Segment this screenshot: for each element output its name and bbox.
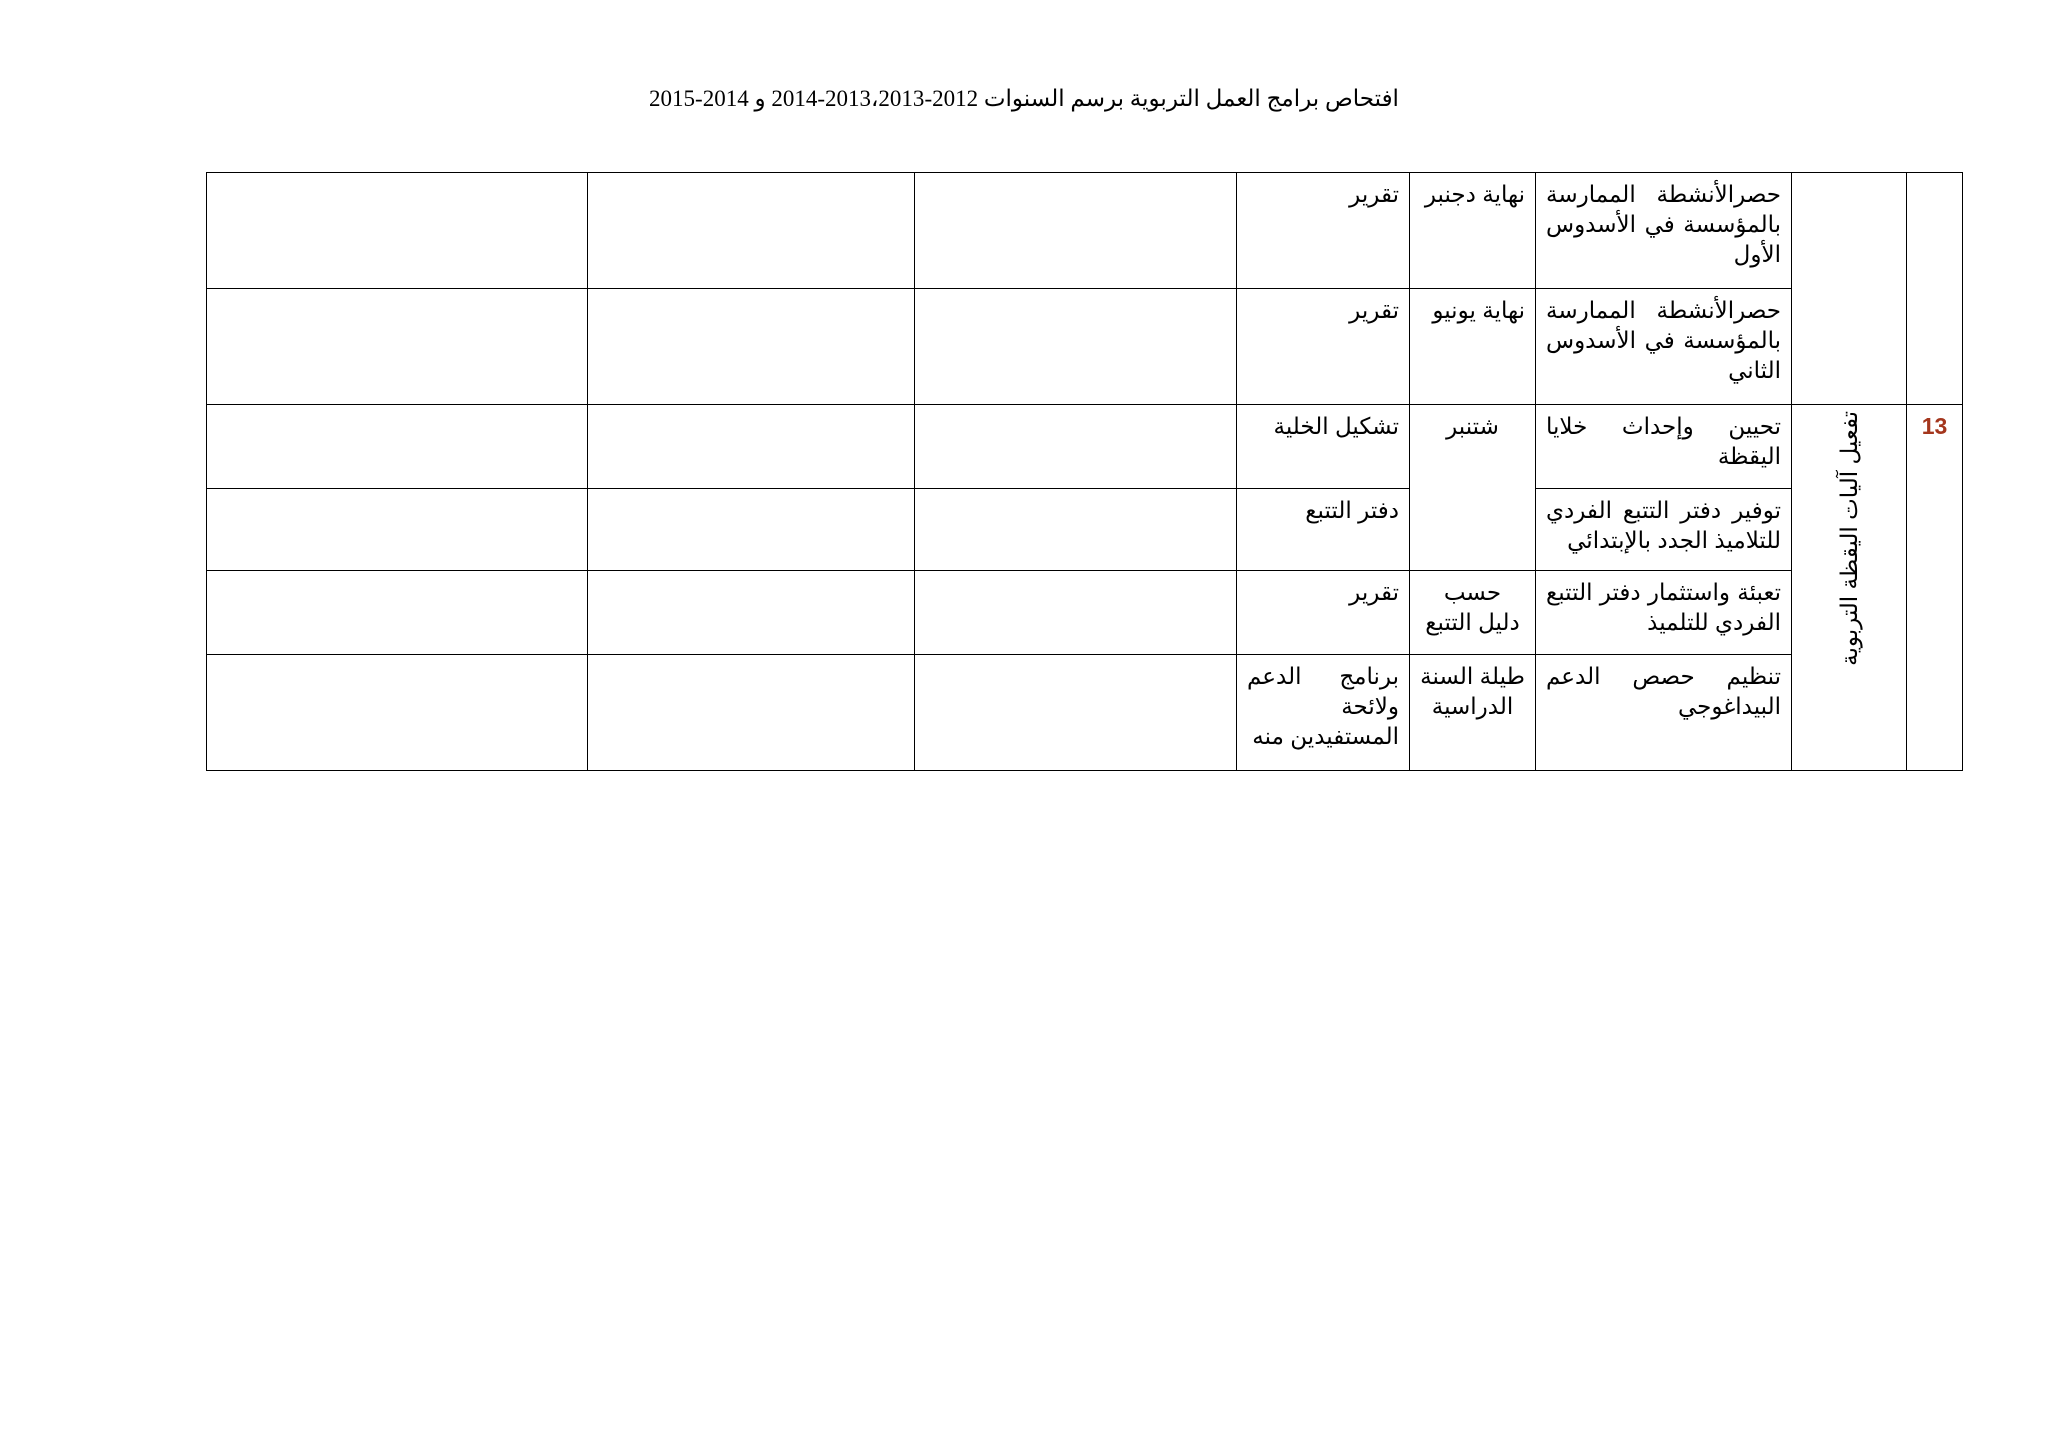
- empty-cell: [915, 655, 1237, 771]
- timing-cell: طيلة السنة الدراسية: [1410, 655, 1536, 771]
- empty-cell: [915, 405, 1237, 489]
- means-cell: تقرير: [1237, 289, 1410, 405]
- empty-cell: [915, 289, 1237, 405]
- table-row: [207, 405, 1963, 489]
- table-row: [207, 289, 1963, 405]
- action-cell: توفير دفتر التتبع الفردي للتلاميذ الجدد بالإبتدائي: [1536, 489, 1792, 571]
- empty-cell: [207, 173, 588, 289]
- action-cell: تحيين وإحداث خلايا اليقظة: [1536, 405, 1792, 489]
- axis-cell: [1792, 405, 1907, 771]
- action-cell: تعبئة واستثمار دفتر التتبع الفردي للتلميذ: [1536, 571, 1792, 655]
- action-cell: تنظيم حصص الدعم البيداغوجي: [1536, 655, 1792, 771]
- empty-cell: [207, 289, 588, 405]
- means-cell: تقرير: [1237, 571, 1410, 655]
- table-row: [207, 173, 1963, 289]
- means-cell: برنامج الدعم ولائحة المستفيدين منه: [1237, 655, 1410, 771]
- means-cell: تشكيل الخلية: [1237, 405, 1410, 489]
- document-title: افتحاص برامج العمل التربوية برسم السنوات 2012-2013،2013-2014 و 2014-2015: [649, 86, 1399, 111]
- means-cell: دفتر التتبع: [1237, 489, 1410, 571]
- empty-cell: [588, 571, 915, 655]
- row-number-cell-empty: [1907, 173, 1963, 405]
- table-row: [207, 489, 1963, 571]
- empty-cell: [207, 405, 588, 489]
- means-cell: تقرير: [1237, 173, 1410, 289]
- program-table: [206, 172, 1963, 771]
- empty-cell: [915, 173, 1237, 289]
- empty-cell: [588, 173, 915, 289]
- axis-cell-empty: [1792, 173, 1907, 405]
- empty-cell: [588, 655, 915, 771]
- empty-cell: [588, 289, 915, 405]
- axis-wrapper: [1802, 411, 1896, 666]
- axis-label: تفعيل آليات اليقظة التربوية: [1836, 411, 1862, 666]
- empty-cell: [207, 571, 588, 655]
- block-number: 13: [1907, 405, 1963, 771]
- empty-cell: [915, 571, 1237, 655]
- empty-cell: [207, 655, 588, 771]
- table-row: [207, 655, 1963, 771]
- table-row: [207, 571, 1963, 655]
- empty-cell: [588, 405, 915, 489]
- timing-cell: نهاية دجنبر: [1410, 173, 1536, 289]
- action-cell: حصرالأنشطة الممارسة بالمؤسسة في الأسدوس الثاني: [1536, 289, 1792, 405]
- empty-cell: [207, 489, 588, 571]
- timing-cell: حسب دليل التتبع: [1410, 571, 1536, 655]
- timing-cell: شتنبر: [1410, 405, 1536, 571]
- action-cell: حصرالأنشطة الممارسة بالمؤسسة في الأسدوس الأول: [1536, 173, 1792, 289]
- empty-cell: [588, 489, 915, 571]
- page-header: [0, 86, 2048, 112]
- timing-cell: نهاية يونيو: [1410, 289, 1536, 405]
- empty-cell: [915, 489, 1237, 571]
